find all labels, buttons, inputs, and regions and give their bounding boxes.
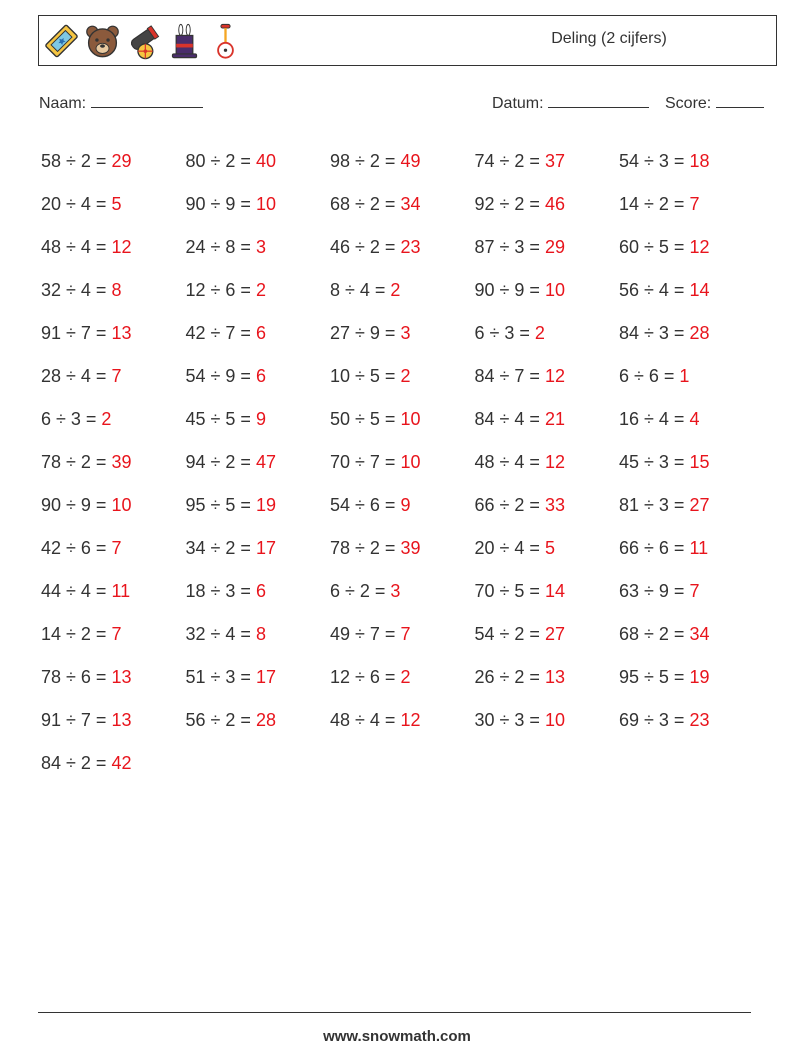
problem-item: [330, 452, 475, 473]
problem-answer: 2: [255, 280, 266, 300]
problem-answer: 7: [111, 624, 122, 644]
problem-item: [186, 151, 331, 172]
problem-item: [475, 667, 620, 688]
problem-question: 18 ÷ 3 =: [185, 581, 256, 601]
problem-answer: 37: [544, 151, 565, 171]
problem-item: [330, 194, 475, 215]
problem-answer: 2: [101, 409, 112, 429]
problem-item: [619, 667, 764, 688]
score-blank[interactable]: [716, 93, 764, 108]
problem-answer: 13: [111, 323, 132, 343]
problem-item: [330, 581, 475, 602]
problem-answer: 13: [544, 667, 565, 687]
problem-item: [475, 710, 620, 731]
problem-question: 28 ÷ 4 =: [41, 366, 112, 386]
problem-answer: 42: [111, 753, 132, 773]
problem-item: [475, 538, 620, 559]
problem-answer: 6: [255, 323, 266, 343]
problem-answer: 3: [390, 581, 401, 601]
problem-answer: 40: [255, 151, 276, 171]
problem-answer: 7: [111, 538, 122, 558]
problem-question: 66 ÷ 2 =: [474, 495, 545, 515]
problem-item: [475, 581, 620, 602]
problem-answer: 2: [534, 323, 545, 343]
problem-item: [619, 323, 764, 344]
problem-question: 70 ÷ 7 =: [330, 452, 401, 472]
problem-item: [330, 624, 475, 645]
problem-question: 95 ÷ 5 =: [619, 667, 690, 687]
problem-item: [330, 538, 475, 559]
problem-question: 34 ÷ 2 =: [185, 538, 256, 558]
problem-answer: 12: [689, 237, 710, 257]
problem-row: [41, 570, 764, 613]
problem-answer: 2: [400, 366, 411, 386]
problem-answer: 27: [544, 624, 565, 644]
problem-answer: 33: [544, 495, 565, 515]
problem-answer: 7: [689, 194, 700, 214]
problem-answer: 29: [544, 237, 565, 257]
problem-question: 58 ÷ 2 =: [41, 151, 112, 171]
problem-question: 54 ÷ 2 =: [474, 624, 545, 644]
problem-row: [41, 312, 764, 355]
name-field: [39, 93, 203, 113]
problem-question: 68 ÷ 2 =: [330, 194, 401, 214]
problem-item: [619, 409, 764, 430]
problem-answer: 7: [400, 624, 411, 644]
problem-answer: 5: [544, 538, 555, 558]
problem-row: [41, 699, 764, 742]
problem-answer: 1: [679, 366, 690, 386]
problem-answer: 23: [400, 237, 421, 257]
problem-item: [186, 323, 331, 344]
problem-row: [41, 226, 764, 269]
problem-item: [41, 753, 186, 774]
problem-question: 66 ÷ 6 =: [619, 538, 690, 558]
problem-question: 24 ÷ 8 =: [185, 237, 256, 257]
problem-item: [619, 366, 764, 387]
problem-question: 6 ÷ 3 =: [41, 409, 102, 429]
problem-answer: 12: [544, 452, 565, 472]
problem-answer: 12: [111, 237, 132, 257]
problem-item: [186, 581, 331, 602]
problem-answer: 10: [544, 280, 565, 300]
problem-answer: 3: [400, 323, 411, 343]
problem-question: 92 ÷ 2 =: [474, 194, 545, 214]
date-field: [492, 93, 649, 113]
worksheet-header: [38, 15, 777, 66]
problem-item: [619, 495, 764, 516]
problem-item: [619, 194, 764, 215]
problem-question: 12 ÷ 6 =: [185, 280, 256, 300]
problem-answer: 10: [544, 710, 565, 730]
problem-answer: 17: [255, 538, 276, 558]
problem-question: 56 ÷ 2 =: [185, 710, 256, 730]
problem-item: [475, 452, 620, 473]
problem-item: [186, 194, 331, 215]
problem-question: 78 ÷ 6 =: [41, 667, 112, 687]
problem-answer: 46: [544, 194, 565, 214]
problem-question: 48 ÷ 4 =: [41, 237, 112, 257]
problem-answer: 2: [390, 280, 401, 300]
problem-item: [475, 237, 620, 258]
problem-item: [619, 538, 764, 559]
problem-question: 6 ÷ 2 =: [330, 581, 391, 601]
problem-question: 45 ÷ 5 =: [185, 409, 256, 429]
problem-answer: 23: [689, 710, 710, 730]
problem-answer: 28: [689, 323, 710, 343]
problem-answer: 4: [689, 409, 700, 429]
problem-question: 50 ÷ 5 =: [330, 409, 401, 429]
problem-answer: 27: [689, 495, 710, 515]
problem-item: [186, 280, 331, 301]
problem-answer: 13: [111, 667, 132, 687]
problem-row: [41, 613, 764, 656]
problem-question: 78 ÷ 2 =: [41, 452, 112, 472]
problem-question: 6 ÷ 3 =: [474, 323, 535, 343]
problem-item: [41, 495, 186, 516]
problem-question: 20 ÷ 4 =: [474, 538, 545, 558]
problem-item: [41, 366, 186, 387]
problem-item: [41, 581, 186, 602]
problem-question: 81 ÷ 3 =: [619, 495, 690, 515]
problem-item: [41, 280, 186, 301]
problem-row: [41, 484, 764, 527]
problem-answer: 14: [689, 280, 710, 300]
problem-item: [475, 495, 620, 516]
problem-grid: [41, 140, 764, 785]
problem-item: [619, 581, 764, 602]
problem-item: [41, 710, 186, 731]
problem-question: 90 ÷ 9 =: [474, 280, 545, 300]
problem-answer: 19: [689, 667, 710, 687]
problem-item: [186, 452, 331, 473]
problem-question: 44 ÷ 4 =: [41, 581, 112, 601]
problem-item: [186, 710, 331, 731]
problem-question: 46 ÷ 2 =: [330, 237, 401, 257]
problem-row: [41, 183, 764, 226]
problem-row: [41, 441, 764, 484]
ticket-icon: [43, 20, 80, 62]
problem-answer: 39: [111, 452, 132, 472]
problem-answer: 49: [400, 151, 421, 171]
problem-question: 84 ÷ 2 =: [41, 753, 112, 773]
problem-answer: 21: [544, 409, 565, 429]
problem-item: [41, 151, 186, 172]
problem-answer: 6: [255, 366, 266, 386]
problem-item: [330, 280, 475, 301]
problem-answer: 18: [689, 151, 710, 171]
problem-row: [41, 742, 764, 785]
problem-row: [41, 140, 764, 183]
problem-question: 91 ÷ 7 =: [41, 323, 112, 343]
problem-answer: 10: [400, 409, 421, 429]
problem-item: [41, 323, 186, 344]
problem-item: [619, 710, 764, 731]
cannon-icon: [125, 20, 162, 62]
problem-answer: 10: [400, 452, 421, 472]
footer-divider: [38, 1012, 751, 1013]
problem-answer: 13: [111, 710, 132, 730]
problem-answer: 34: [400, 194, 421, 214]
problem-item: [619, 151, 764, 172]
problem-question: 32 ÷ 4 =: [185, 624, 256, 644]
problem-answer: 3: [255, 237, 266, 257]
problem-question: 84 ÷ 4 =: [474, 409, 545, 429]
problem-question: 42 ÷ 6 =: [41, 538, 112, 558]
problem-answer: 19: [255, 495, 276, 515]
problem-question: 26 ÷ 2 =: [474, 667, 545, 687]
problem-item: [330, 323, 475, 344]
name-blank[interactable]: [91, 93, 203, 108]
problem-item: [41, 237, 186, 258]
problem-question: 70 ÷ 5 =: [474, 581, 545, 601]
problem-question: 90 ÷ 9 =: [41, 495, 112, 515]
problem-question: 30 ÷ 3 =: [474, 710, 545, 730]
problem-row: [41, 269, 764, 312]
problem-item: [330, 710, 475, 731]
date-blank[interactable]: [548, 93, 649, 108]
problem-item: [186, 624, 331, 645]
problem-item: [41, 409, 186, 430]
problem-item: [475, 409, 620, 430]
problem-answer: 11: [111, 581, 131, 601]
problem-question: 10 ÷ 5 =: [330, 366, 401, 386]
problem-question: 63 ÷ 9 =: [619, 581, 690, 601]
problem-row: [41, 656, 764, 699]
problem-row: [41, 398, 764, 441]
problem-item: [475, 280, 620, 301]
problem-question: 60 ÷ 5 =: [619, 237, 690, 257]
problem-question: 56 ÷ 4 =: [619, 280, 690, 300]
problem-answer: 11: [689, 538, 709, 558]
problem-answer: 2: [400, 667, 411, 687]
problem-item: [330, 151, 475, 172]
problem-item: [41, 624, 186, 645]
problem-question: 54 ÷ 3 =: [619, 151, 690, 171]
score-label: Score:: [665, 95, 712, 112]
problem-question: 80 ÷ 2 =: [185, 151, 256, 171]
problem-answer: 34: [689, 624, 710, 644]
bear-icon: [84, 20, 121, 62]
problem-item: [330, 667, 475, 688]
problem-question: 12 ÷ 6 =: [330, 667, 401, 687]
problem-answer: 7: [111, 366, 122, 386]
name-label: Naam:: [39, 95, 87, 112]
problem-question: 14 ÷ 2 =: [619, 194, 690, 214]
problem-item: [186, 667, 331, 688]
problem-question: 91 ÷ 7 =: [41, 710, 112, 730]
problem-question: 54 ÷ 9 =: [185, 366, 256, 386]
problem-item: [475, 624, 620, 645]
problem-answer: 9: [255, 409, 266, 429]
problem-question: 74 ÷ 2 =: [474, 151, 545, 171]
problem-answer: 39: [400, 538, 421, 558]
problem-answer: 7: [689, 581, 700, 601]
problem-item: [619, 280, 764, 301]
problem-answer: 8: [255, 624, 266, 644]
problem-question: 49 ÷ 7 =: [330, 624, 401, 644]
problem-answer: 14: [544, 581, 565, 601]
problem-question: 27 ÷ 9 =: [330, 323, 401, 343]
problem-answer: 5: [111, 194, 122, 214]
problem-item: [330, 366, 475, 387]
problem-question: 20 ÷ 4 =: [41, 194, 112, 214]
problem-question: 45 ÷ 3 =: [619, 452, 690, 472]
problem-question: 90 ÷ 9 =: [185, 194, 256, 214]
problem-item: [619, 237, 764, 258]
problem-item: [475, 151, 620, 172]
problem-question: 84 ÷ 3 =: [619, 323, 690, 343]
problem-question: 14 ÷ 2 =: [41, 624, 112, 644]
problem-question: 69 ÷ 3 =: [619, 710, 690, 730]
problem-question: 54 ÷ 6 =: [330, 495, 401, 515]
magic-hat-icon: [166, 20, 203, 62]
problem-item: [41, 452, 186, 473]
problem-question: 6 ÷ 6 =: [619, 366, 680, 386]
score-field: [665, 93, 764, 113]
problem-item: [186, 409, 331, 430]
problem-question: 94 ÷ 2 =: [185, 452, 256, 472]
icon-strip: [43, 20, 244, 62]
problem-item: [41, 538, 186, 559]
problem-question: 48 ÷ 4 =: [474, 452, 545, 472]
problem-item: [186, 237, 331, 258]
problem-item: [475, 366, 620, 387]
worksheet-title: Deling (2 cijfers): [551, 30, 667, 47]
problem-question: 42 ÷ 7 =: [185, 323, 256, 343]
problem-answer: 15: [689, 452, 710, 472]
problem-row: [41, 355, 764, 398]
problem-item: [330, 237, 475, 258]
problem-question: 16 ÷ 4 =: [619, 409, 690, 429]
date-label: Datum:: [492, 95, 544, 112]
problem-item: [475, 323, 620, 344]
problem-question: 98 ÷ 2 =: [330, 151, 401, 171]
problem-item: [619, 452, 764, 473]
problem-question: 95 ÷ 5 =: [185, 495, 256, 515]
problem-answer: 29: [111, 151, 132, 171]
problem-answer: 12: [544, 366, 565, 386]
footer-url: www.snowmath.com: [323, 1028, 471, 1045]
problem-answer: 17: [255, 667, 276, 687]
problem-question: 84 ÷ 7 =: [474, 366, 545, 386]
problem-item: [330, 409, 475, 430]
problem-answer: 12: [400, 710, 421, 730]
problem-answer: 28: [255, 710, 276, 730]
problem-item: [186, 495, 331, 516]
problem-question: 51 ÷ 3 =: [185, 667, 256, 687]
problem-question: 78 ÷ 2 =: [330, 538, 401, 558]
problem-item: [186, 366, 331, 387]
problem-question: 87 ÷ 3 =: [474, 237, 545, 257]
problem-item: [186, 538, 331, 559]
problem-answer: 9: [400, 495, 411, 515]
problem-question: 68 ÷ 2 =: [619, 624, 690, 644]
problem-row: [41, 527, 764, 570]
problem-item: [41, 194, 186, 215]
problem-answer: 10: [111, 495, 132, 515]
problem-question: 48 ÷ 4 =: [330, 710, 401, 730]
problem-item: [330, 495, 475, 516]
problem-question: 8 ÷ 4 =: [330, 280, 391, 300]
problem-answer: 10: [255, 194, 276, 214]
problem-answer: 6: [255, 581, 266, 601]
problem-question: 32 ÷ 4 =: [41, 280, 112, 300]
problem-item: [475, 194, 620, 215]
problem-item: [619, 624, 764, 645]
problem-answer: 8: [111, 280, 122, 300]
unicycle-icon: [207, 20, 244, 62]
problem-answer: 47: [255, 452, 276, 472]
problem-item: [41, 667, 186, 688]
